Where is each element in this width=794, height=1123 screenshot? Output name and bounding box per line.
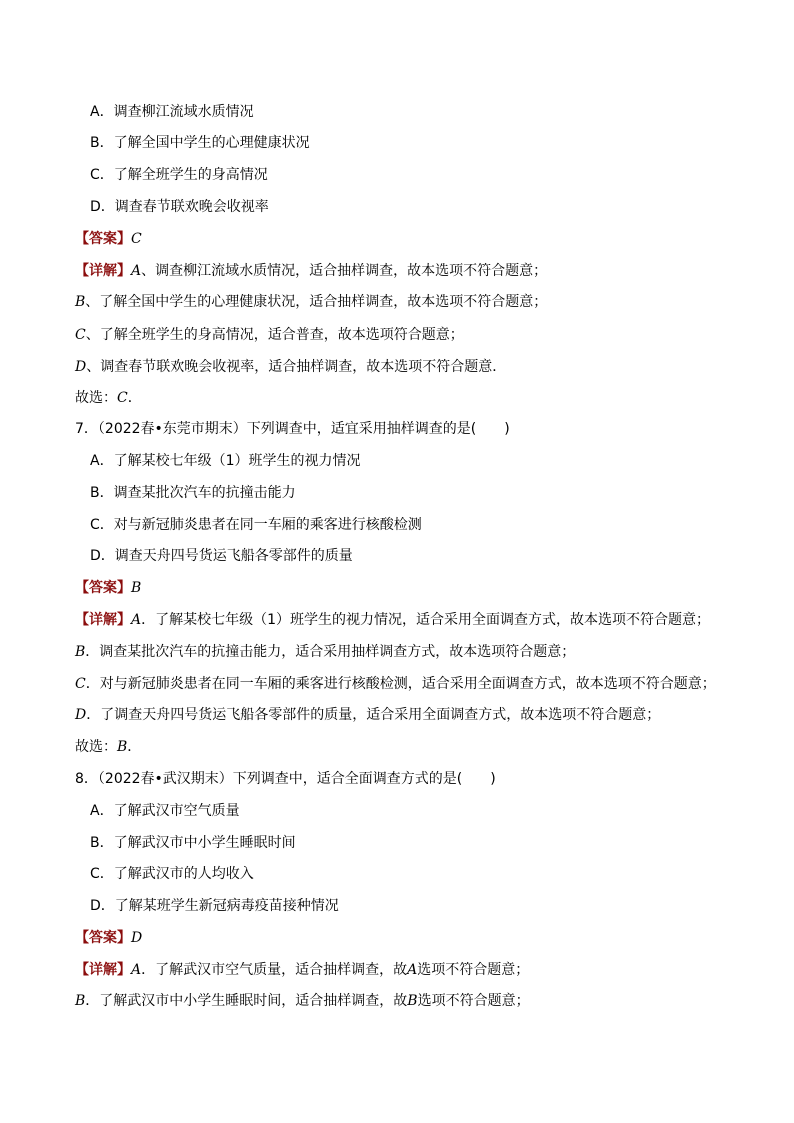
option-d: D．调查春节联欢晚会收视率 (90, 199, 269, 215)
conclusion-line (75, 739, 141, 755)
detail-letter: A (131, 962, 142, 978)
detail-tag: 【详解】 (75, 263, 131, 279)
conclusion-letter: C (117, 390, 128, 406)
detail-line (75, 263, 547, 279)
detail-letter: B (75, 294, 86, 310)
detail-text: ．了解武汉市空气质量，适合抽样调查，故 (141, 962, 408, 978)
detail-text: ．调查某批次汽车的抗撞击能力，适合采用抽样调查方式，故本选项符合题意； (85, 644, 576, 660)
detail-text: ．了解武汉市中小学生睡眠时间，适合抽样调查，故 (85, 993, 408, 1009)
option-d: D．调查天舟四号货运飞船各零部件的质量 (90, 548, 353, 564)
detail-inline-letter: A (407, 962, 418, 978)
detail-letter: A (131, 263, 142, 279)
detail-text: 选项不符合题意； (417, 993, 530, 1009)
detail-line (75, 294, 547, 310)
answer-value: D (131, 930, 143, 946)
conclusion-letter: B (117, 739, 128, 755)
detail-tag: 【详解】 (75, 962, 131, 978)
detail-line (75, 612, 710, 628)
answer-line (75, 930, 142, 946)
answer-value: B (131, 580, 142, 596)
detail-line (75, 359, 506, 375)
detail-letter: B (75, 993, 86, 1009)
option-c: C．了解武汉市的人均收入 (90, 866, 254, 882)
detail-line (75, 962, 529, 978)
option-a: A．了解武汉市空气质量 (90, 803, 240, 819)
detail-text: ．对与新冠肺炎患者在同一车厢的乘客进行核酸检测，适合采用全面调查方式，故本选项不符合题意； (85, 676, 716, 692)
detail-text: ．了调查天舟四号货运飞船各零部件的质量，适合采用全面调查方式，故本选项不符合题意； (86, 707, 661, 723)
conclusion-prefix: 故选： (75, 390, 117, 406)
detail-letter: C (75, 327, 86, 343)
detail-line (75, 707, 660, 723)
option-a: A．了解某校七年级（1）班学生的视力情况 (90, 453, 361, 469)
conclusion-suffix: ． (127, 390, 142, 406)
option-b: B．调查某批次汽车的抗撞击能力 (90, 485, 296, 501)
answer-line (75, 580, 141, 596)
detail-line (75, 644, 575, 660)
question-stem: 7．（2022春•东莞市期末）下列调查中，适宜采用抽样调查的是( ) (75, 421, 510, 437)
detail-letter: D (75, 707, 87, 723)
detail-text: 、了解全国中学生的心理健康状况，适合抽样调查，故本选项不符合题意； (85, 294, 548, 310)
option-b: B．了解武汉市中小学生睡眠时间 (90, 835, 296, 851)
detail-line (75, 993, 530, 1009)
option-c: C．了解全班学生的身高情况 (90, 167, 268, 183)
option-b: B．了解全国中学生的心理健康状况 (90, 135, 310, 151)
option-a: A．调查柳江流域水质情况 (90, 104, 254, 120)
detail-line (75, 327, 464, 343)
detail-text: 、调查柳江流域水质情况，适合抽样调查，故本选项不符合题意； (141, 263, 548, 279)
answer-line (75, 231, 142, 247)
conclusion-line (75, 390, 142, 406)
conclusion-suffix: ． (127, 739, 142, 755)
detail-inline-letter: B (407, 993, 418, 1009)
detail-text: 选项不符合题意； (417, 962, 530, 978)
answer-value: C (131, 231, 142, 247)
detail-line (75, 676, 716, 692)
detail-letter: D (75, 359, 87, 375)
option-d: D．了解某班学生新冠病毒疫苗接种情况 (90, 898, 339, 914)
answer-tag: 【答案】 (75, 930, 131, 946)
detail-text: 、调查春节联欢晚会收视率，适合抽样调查，故本选项不符合题意． (86, 359, 507, 375)
detail-tag: 【详解】 (75, 612, 131, 628)
answer-tag: 【答案】 (75, 580, 131, 596)
detail-letter: C (75, 676, 86, 692)
detail-letter: A (131, 612, 142, 628)
detail-text: 、了解全班学生的身高情况，适合普查，故本选项符合题意； (85, 327, 464, 343)
answer-tag: 【答案】 (75, 231, 131, 247)
detail-letter: B (75, 644, 86, 660)
option-c: C．对与新冠肺炎患者在同一车厢的乘客进行核酸检测 (90, 517, 422, 533)
conclusion-prefix: 故选： (75, 739, 117, 755)
detail-text: ．了解某校七年级（1）班学生的视力情况，适合采用全面调查方式，故本选项不符合题意； (141, 612, 711, 628)
question-stem: 8．（2022春•武汉期末）下列调查中，适合全面调查方式的是( ) (75, 771, 496, 787)
